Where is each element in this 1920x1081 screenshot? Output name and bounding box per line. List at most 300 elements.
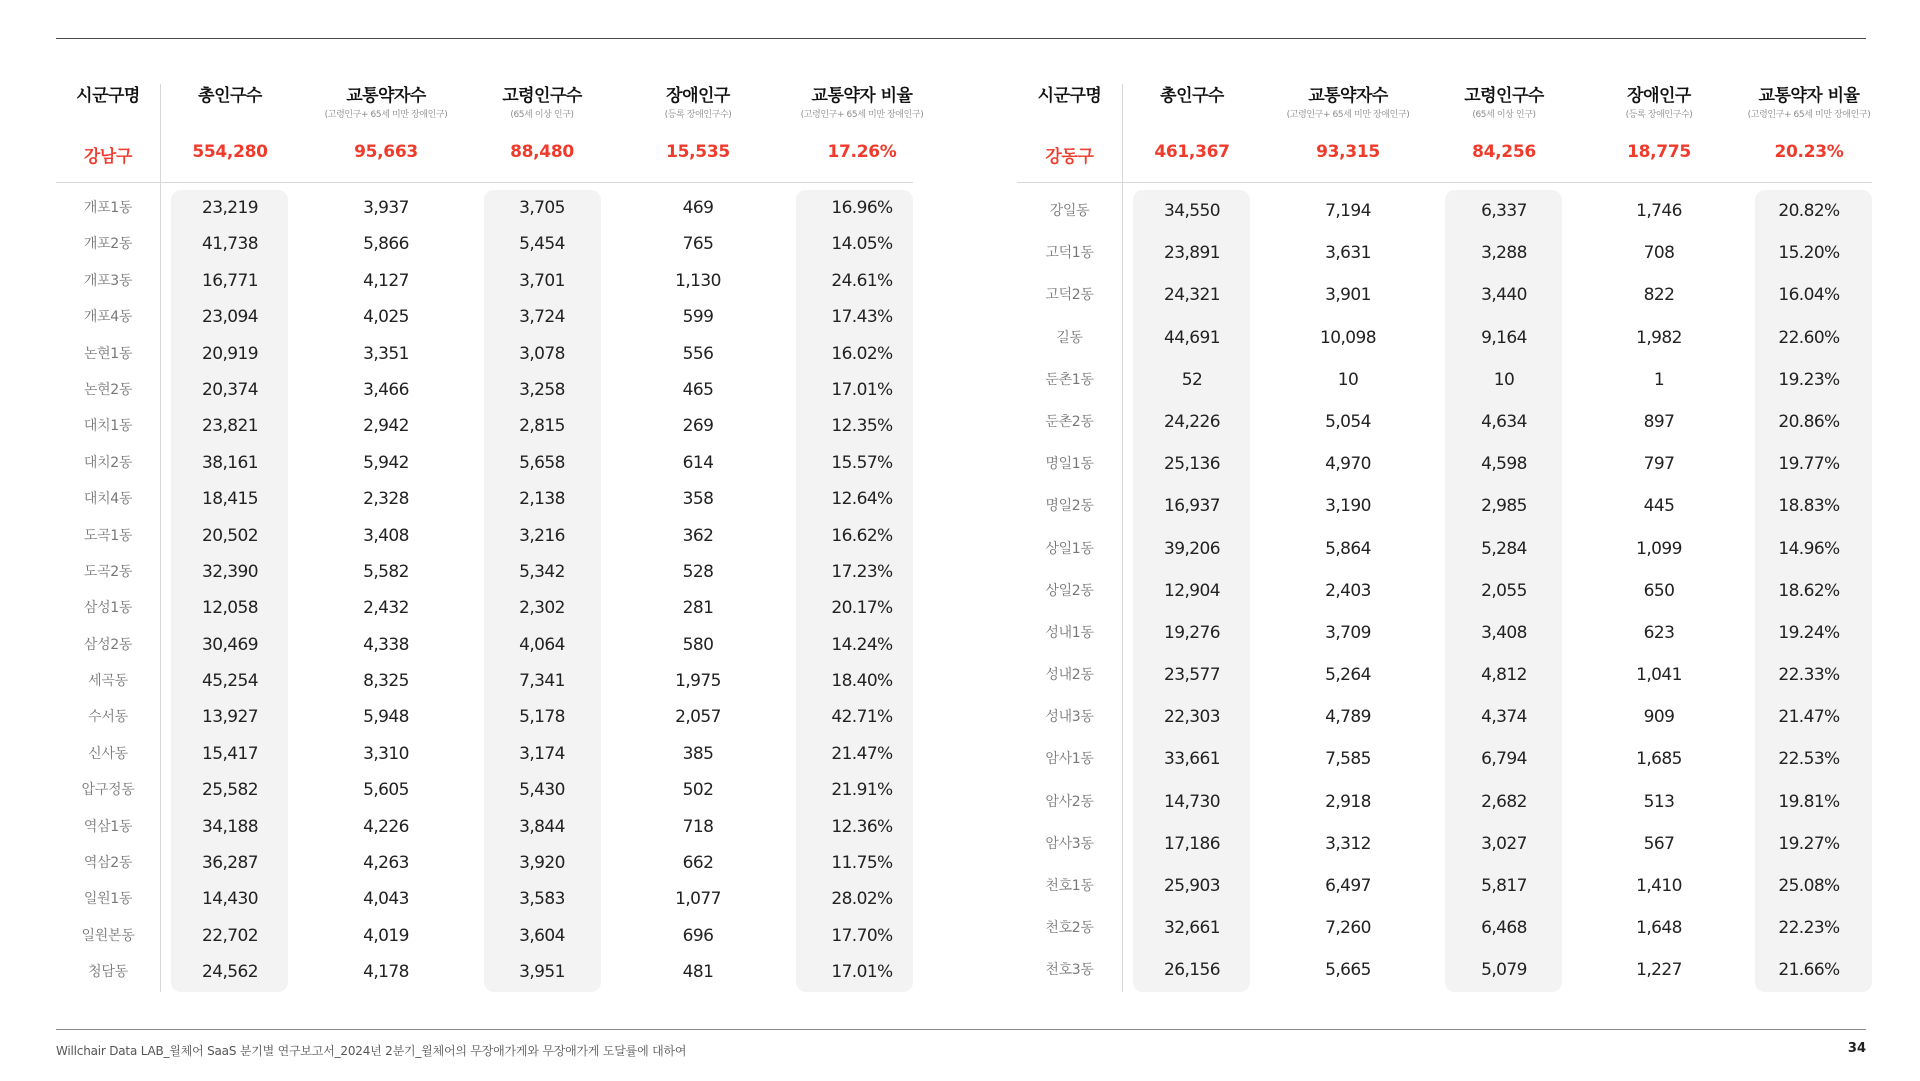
elderly-count: 4,064 [519, 634, 565, 655]
total-population: 12,904 [1164, 580, 1220, 601]
vulnerable-count: 3,190 [1325, 496, 1371, 517]
elderly-count: 3,288 [1481, 243, 1527, 264]
header-ratio [1744, 84, 1874, 162]
vulnerable-ratio: 21.66% [1778, 960, 1840, 981]
elderly-count: 4,634 [1481, 411, 1527, 432]
table-row [1017, 738, 1872, 780]
total-population: 25,582 [202, 780, 258, 801]
total-population: 17,186 [1164, 833, 1220, 854]
vulnerable-count: 7,194 [1325, 201, 1371, 221]
total-population: 14,430 [202, 889, 258, 910]
vulnerable-count: 3,631 [1325, 243, 1371, 264]
elderly-count: 2,682 [1481, 791, 1527, 812]
disabled-count: 513 [1643, 791, 1675, 812]
vulnerable-ratio: 12.64% [831, 489, 893, 510]
header-total-title: 총인구수 [1160, 86, 1224, 106]
total-population: 23,821 [202, 416, 258, 437]
district-name: 일원1동 [83, 891, 133, 908]
vulnerable-ratio: 17.01% [831, 379, 893, 400]
header-elderly-sub: (65세 이상 인구) [1472, 110, 1536, 120]
elderly-count: 3,951 [519, 962, 565, 983]
total-population: 16,771 [202, 270, 258, 291]
table-row [1017, 443, 1872, 485]
elderly-count: 5,817 [1481, 876, 1527, 896]
vulnerable-count: 4,789 [1325, 707, 1371, 728]
elderly-count: 3,920 [519, 853, 565, 874]
vulnerable-count: 5,264 [1325, 665, 1371, 686]
summary-total: 554,280 [192, 142, 268, 162]
summary-divider [56, 182, 913, 183]
elderly-count: 3,027 [1481, 833, 1527, 854]
vulnerable-count: 3,937 [363, 198, 409, 218]
vulnerable-count: 4,226 [363, 816, 409, 837]
disabled-count: 445 [1643, 496, 1675, 517]
elderly-count: 3,604 [519, 925, 565, 946]
vulnerable-ratio: 15.57% [831, 452, 893, 473]
disabled-count: 909 [1643, 707, 1675, 728]
total-population: 30,469 [202, 634, 258, 655]
summary-ratio: 20.23% [1774, 142, 1844, 162]
vulnerable-ratio: 22.60% [1778, 327, 1840, 348]
vulnerable-count: 3,466 [363, 379, 409, 400]
table-row [56, 845, 910, 881]
table-row [1017, 274, 1872, 316]
elderly-count: 3,844 [519, 816, 565, 837]
disabled-count: 623 [1643, 622, 1675, 643]
header-total-title: 총인구수 [198, 86, 262, 106]
disabled-count: 708 [1643, 243, 1675, 264]
bottom-divider [56, 1029, 1866, 1030]
district-name: 대치1동 [83, 418, 133, 435]
vulnerable-ratio: 14.24% [831, 634, 893, 655]
elderly-count: 5,430 [519, 780, 565, 801]
disabled-count: 362 [682, 525, 714, 546]
vulnerable-count: 8,325 [363, 671, 409, 692]
district-name: 개포1동 [83, 200, 133, 216]
header-district-title: 시군구명 [76, 86, 140, 106]
vulnerable-count: 4,338 [363, 634, 409, 655]
vulnerable-ratio: 14.96% [1778, 538, 1840, 559]
vulnerable-count: 4,019 [363, 925, 409, 946]
table-row [56, 226, 910, 262]
total-population: 36,287 [202, 853, 258, 874]
elderly-count: 5,454 [519, 234, 565, 255]
elderly-count: 5,178 [519, 707, 565, 728]
elderly-count: 2,138 [519, 489, 565, 510]
disabled-count: 1,227 [1636, 960, 1682, 981]
district-name: 암사3동 [1045, 835, 1094, 852]
vulnerable-count: 4,025 [363, 307, 409, 328]
vulnerable-ratio: 18.83% [1778, 496, 1840, 517]
total-population: 22,702 [202, 925, 258, 946]
table-row [56, 190, 910, 226]
total-population: 14,730 [1164, 791, 1220, 812]
total-population: 34,188 [202, 816, 258, 837]
vulnerable-count: 3,310 [363, 743, 409, 764]
district-name: 압구정동 [81, 782, 135, 799]
total-population: 32,661 [1164, 918, 1220, 939]
total-population: 33,661 [1164, 749, 1220, 770]
elderly-count: 3,705 [519, 198, 565, 218]
summary-divider [1017, 182, 1872, 183]
disabled-count: 718 [682, 816, 714, 837]
vulnerable-ratio: 15.20% [1778, 243, 1840, 264]
table-row [56, 372, 910, 408]
table-row [1017, 654, 1872, 696]
vulnerable-count: 5,582 [363, 561, 409, 582]
district-name: 성내3동 [1045, 709, 1094, 726]
table-row [56, 772, 910, 808]
table-row [56, 736, 910, 772]
summary-district-name: 강남구 [83, 147, 133, 167]
table-row [56, 627, 910, 663]
disabled-count: 481 [682, 962, 714, 983]
table-row [1017, 317, 1872, 359]
header-disabled-sub: (등록 장애인구수) [664, 110, 732, 120]
vulnerable-ratio: 16.62% [831, 525, 893, 546]
disabled-count: 358 [682, 489, 714, 510]
disabled-count: 580 [682, 634, 714, 655]
header-disabled-title: 장애인구 [666, 86, 730, 106]
vulnerable-ratio: 11.75% [831, 853, 893, 874]
table-row [56, 954, 910, 990]
vulnerable-ratio: 16.02% [831, 343, 893, 364]
total-population: 39,206 [1164, 538, 1220, 559]
header-district-title: 시군구명 [1037, 86, 1102, 106]
header-elderly-sub: (65세 이상 인구) [510, 110, 574, 120]
table-row [56, 918, 910, 954]
district-name: 명일1동 [1045, 456, 1094, 473]
vulnerable-count: 4,043 [363, 889, 409, 910]
total-population: 34,550 [1164, 201, 1220, 221]
vulnerable-count: 4,263 [363, 853, 409, 874]
disabled-count: 385 [682, 743, 714, 764]
table-row [1017, 823, 1872, 865]
elderly-count: 9,164 [1481, 327, 1527, 348]
disabled-count: 1,130 [675, 270, 721, 291]
summary-elderly: 84,256 [1472, 142, 1536, 162]
header-disabled [1574, 84, 1744, 162]
elderly-count: 5,658 [519, 452, 565, 473]
vulnerable-ratio: 22.53% [1778, 749, 1840, 770]
vulnerable-ratio: 16.96% [831, 198, 893, 218]
vulnerable-ratio: 19.23% [1778, 369, 1840, 390]
disabled-count: 614 [682, 452, 714, 473]
district-name: 천호2동 [1045, 920, 1094, 937]
district-name: 대치2동 [83, 454, 133, 471]
header-vulnerable-title: 교통약자수 [1308, 86, 1388, 106]
vulnerable-count: 7,260 [1325, 918, 1371, 939]
header-elderly [1434, 84, 1574, 162]
footer-text: Willchair Data LAB_윌체어 SaaS 분기별 연구보고서_2024년 2분기_윌체어의 무장애가게와 무장애가게 도달률에 대하여 [56, 1044, 687, 1058]
vulnerable-count: 10 [1337, 369, 1359, 390]
top-divider [56, 38, 1866, 39]
district-name: 개포4동 [83, 309, 133, 326]
vulnerable-count: 6,497 [1325, 876, 1371, 896]
district-name: 길동 [1056, 329, 1083, 346]
total-population: 15,417 [202, 743, 258, 764]
vulnerable-count: 5,942 [363, 452, 409, 473]
district-name: 암사1동 [1045, 751, 1094, 768]
table-row [56, 518, 910, 554]
district-name: 논현1동 [83, 345, 133, 362]
gangdong-table [1017, 84, 1872, 981]
vulnerable-count: 5,948 [363, 707, 409, 728]
table-row [1017, 401, 1872, 443]
district-name: 상일1동 [1045, 540, 1094, 557]
disabled-count: 1,099 [1636, 538, 1682, 559]
elderly-count: 3,258 [519, 379, 565, 400]
table-row [1017, 232, 1872, 274]
vulnerable-ratio: 14.05% [831, 234, 893, 255]
vulnerable-count: 4,127 [363, 270, 409, 291]
vulnerable-count: 5,605 [363, 780, 409, 801]
district-name: 둔촌1동 [1045, 371, 1094, 388]
total-population: 24,321 [1164, 285, 1220, 306]
summary-ratio: 17.26% [827, 142, 897, 162]
elderly-count: 7,341 [519, 671, 565, 692]
district-name: 천호3동 [1045, 962, 1094, 979]
summary-disabled: 15,535 [666, 142, 730, 162]
vulnerable-ratio: 20.82% [1778, 201, 1840, 221]
vulnerable-ratio: 28.02% [831, 889, 893, 910]
header-disabled [612, 84, 784, 162]
disabled-count: 2,057 [675, 707, 721, 728]
summary-district-name: 강동구 [1045, 147, 1094, 167]
disabled-count: 1,041 [1636, 665, 1682, 686]
vulnerable-count: 7,585 [1325, 749, 1371, 770]
vulnerable-count: 2,942 [363, 416, 409, 437]
table-row [56, 663, 910, 699]
disabled-count: 1 [1653, 369, 1665, 390]
elderly-count: 3,078 [519, 343, 565, 364]
header-ratio-title: 교통약자 비율 [1758, 86, 1860, 106]
total-population: 20,919 [202, 343, 258, 364]
vulnerable-ratio: 17.23% [831, 561, 893, 582]
vulnerable-ratio: 17.70% [831, 925, 893, 946]
vulnerable-ratio: 19.77% [1778, 454, 1840, 475]
district-name: 청담동 [88, 964, 128, 981]
header-total [160, 84, 300, 162]
page-number: 34 [1847, 1041, 1866, 1056]
district-name: 강일동 [1049, 203, 1090, 219]
elderly-count: 6,337 [1481, 201, 1527, 221]
district-name: 상일2동 [1045, 582, 1094, 599]
vulnerable-count: 2,432 [363, 598, 409, 619]
summary-disabled: 18,775 [1627, 142, 1691, 162]
elderly-count: 4,374 [1481, 707, 1527, 728]
disabled-count: 1,982 [1636, 327, 1682, 348]
header-ratio [784, 84, 940, 162]
elderly-count: 3,583 [519, 889, 565, 910]
vulnerable-count: 2,328 [363, 489, 409, 510]
summary-total: 461,367 [1154, 142, 1230, 162]
total-population: 22,303 [1164, 707, 1220, 728]
vulnerable-count: 4,970 [1325, 454, 1371, 475]
elderly-count: 6,468 [1481, 918, 1527, 939]
vulnerable-ratio: 21.91% [831, 780, 893, 801]
table-row [56, 445, 910, 481]
district-name: 도곡2동 [83, 563, 133, 580]
table-row [1017, 359, 1872, 401]
table-row [56, 408, 910, 444]
gangnam-table [56, 84, 924, 983]
vulnerable-count: 5,665 [1325, 960, 1371, 981]
disabled-count: 1,746 [1636, 201, 1682, 221]
vulnerable-ratio: 18.40% [831, 671, 893, 692]
district-name: 삼성2동 [83, 636, 133, 653]
vulnerable-ratio: 19.24% [1778, 622, 1840, 643]
total-population: 25,903 [1164, 876, 1220, 896]
disabled-count: 556 [682, 343, 714, 364]
elderly-count: 2,302 [519, 598, 565, 619]
vulnerable-ratio: 18.62% [1778, 580, 1840, 601]
disabled-count: 281 [682, 598, 714, 619]
vulnerable-ratio: 19.27% [1778, 833, 1840, 854]
disabled-count: 567 [1643, 833, 1675, 854]
disabled-count: 1,077 [675, 889, 721, 910]
table-row [1017, 907, 1872, 949]
district-name: 둔촌2동 [1045, 413, 1094, 430]
disabled-count: 528 [682, 561, 714, 582]
header-elderly-title: 고령인구수 [502, 86, 582, 106]
district-name: 신사동 [88, 745, 128, 762]
district-name: 도곡1동 [83, 527, 133, 544]
vulnerable-count: 5,866 [363, 234, 409, 255]
vulnerable-count: 5,864 [1325, 538, 1371, 559]
header-ratio-sub: (고령인구+ 65세 미만 장애인구) [1747, 110, 1871, 120]
district-name: 고덕2동 [1045, 287, 1094, 304]
header-vulnerable-title: 교통약자수 [346, 86, 426, 106]
vulnerable-ratio: 20.17% [831, 598, 893, 619]
table-row [56, 554, 910, 590]
elderly-count: 4,598 [1481, 454, 1527, 475]
summary-vulnerable: 95,663 [354, 142, 418, 162]
header-ratio-title: 교통약자 비율 [811, 86, 913, 106]
disabled-count: 1,975 [675, 671, 721, 692]
district-name: 암사2동 [1045, 793, 1094, 810]
table-header [56, 84, 924, 182]
district-name: 성내1동 [1045, 624, 1094, 641]
total-population: 20,502 [202, 525, 258, 546]
total-population: 23,219 [202, 198, 258, 218]
vulnerable-count: 5,054 [1325, 411, 1371, 432]
disabled-count: 269 [682, 416, 714, 437]
elderly-count: 3,701 [519, 270, 565, 291]
vulnerable-ratio: 20.86% [1778, 411, 1840, 432]
total-population: 38,161 [202, 452, 258, 473]
vulnerable-ratio: 42.71% [831, 707, 893, 728]
elderly-count: 2,055 [1481, 580, 1527, 601]
disabled-count: 502 [682, 780, 714, 801]
summary-elderly: 88,480 [510, 142, 574, 162]
vulnerable-ratio: 24.61% [831, 270, 893, 291]
district-name: 개포2동 [83, 236, 133, 253]
total-population: 26,156 [1164, 960, 1220, 981]
total-population: 23,094 [202, 307, 258, 328]
vulnerable-count: 4,178 [363, 962, 409, 983]
data-rows [56, 190, 910, 991]
header-vulnerable [300, 84, 472, 162]
table-row [1017, 696, 1872, 738]
vulnerable-count: 3,901 [1325, 285, 1371, 306]
header-elderly-title: 고령인구수 [1464, 86, 1544, 106]
disabled-count: 696 [682, 925, 714, 946]
table-row [56, 336, 910, 372]
table-row [1017, 528, 1872, 570]
total-population: 44,691 [1164, 327, 1220, 348]
vulnerable-ratio: 17.01% [831, 962, 893, 983]
header-disabled-sub: (등록 장애인구수) [1625, 110, 1693, 120]
elderly-count: 5,284 [1481, 538, 1527, 559]
total-population: 20,374 [202, 379, 258, 400]
elderly-count: 3,408 [1481, 622, 1527, 643]
district-name: 수서동 [88, 709, 128, 726]
vulnerable-ratio: 17.43% [831, 307, 893, 328]
disabled-count: 1,410 [1636, 876, 1682, 896]
header-disabled-title: 장애인구 [1627, 86, 1691, 106]
table-row [56, 699, 910, 735]
header-elderly [472, 84, 612, 162]
vulnerable-ratio: 21.47% [1778, 707, 1840, 728]
vulnerable-count: 10,098 [1320, 327, 1376, 348]
vulnerable-ratio: 12.36% [831, 816, 893, 837]
table-row [1017, 485, 1872, 527]
vulnerable-count: 3,312 [1325, 833, 1371, 854]
district-name: 역삼1동 [83, 818, 133, 835]
district-name: 세곡동 [88, 673, 128, 690]
elderly-count: 2,985 [1481, 496, 1527, 517]
disabled-count: 765 [682, 234, 714, 255]
disabled-count: 797 [1643, 454, 1675, 475]
vulnerable-ratio: 22.33% [1778, 665, 1840, 686]
vulnerable-ratio: 21.47% [831, 743, 893, 764]
total-population: 24,226 [1164, 411, 1220, 432]
total-population: 24,562 [202, 962, 258, 983]
vulnerable-count: 3,351 [363, 343, 409, 364]
table-row [56, 481, 910, 517]
header-ratio-sub: (고령인구+ 65세 미만 장애인구) [800, 110, 924, 120]
vulnerable-ratio: 12.35% [831, 416, 893, 437]
vulnerable-count: 3,709 [1325, 622, 1371, 643]
elderly-count: 6,794 [1481, 749, 1527, 770]
header-district [1017, 84, 1122, 167]
district-name: 논현2동 [83, 381, 133, 398]
total-population: 45,254 [202, 671, 258, 692]
total-population: 12,058 [202, 598, 258, 619]
vulnerable-ratio: 25.08% [1778, 876, 1840, 896]
district-name: 대치4동 [83, 491, 133, 508]
district-name: 명일2동 [1045, 498, 1094, 515]
vulnerable-count: 3,408 [363, 525, 409, 546]
table-row [56, 299, 910, 335]
table-row [1017, 570, 1872, 612]
elderly-count: 5,342 [519, 561, 565, 582]
disabled-count: 897 [1643, 411, 1675, 432]
table-row [1017, 190, 1872, 232]
table-row [56, 881, 910, 917]
table-row [56, 263, 910, 299]
total-population: 13,927 [202, 707, 258, 728]
header-vulnerable-sub: (고령인구+ 65세 미만 장애인구) [1286, 110, 1410, 120]
elderly-count: 5,079 [1481, 960, 1527, 981]
total-population: 32,390 [202, 561, 258, 582]
district-name: 성내2동 [1045, 667, 1094, 684]
vulnerable-ratio: 19.81% [1778, 791, 1840, 812]
vulnerable-ratio: 22.23% [1778, 918, 1840, 939]
district-name: 고덕1동 [1045, 245, 1094, 262]
disabled-count: 822 [1643, 285, 1675, 306]
